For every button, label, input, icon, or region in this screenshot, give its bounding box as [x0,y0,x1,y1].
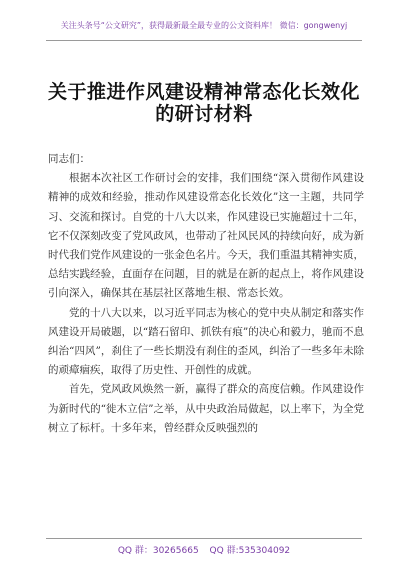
title-line-1: 关于推进作风建设精神常态化长效化 [47,81,360,103]
header-banner: 关注头条号“公文研究”，获得最新最全最专业的公文资料库！ 微信：gongwenyj [60,21,348,30]
title-line-2: 的研讨材料 [155,103,253,125]
footer [0,543,408,556]
document-title [0,81,408,125]
footer-divider [46,538,362,539]
header-divider [46,40,362,41]
paragraph-2: 党的十八大以来，以习近平同志为核心的党中央从制定和落实作风建设开局破题，以“踏石留印、抓铁有痕”的决心和毅力，驰而不息纠治“四风”，刹住了一些长期没有刹住的歪风，纠治了一些多年未除的顽瘴痼疾，取得了历史性、开创性的成就。 [48,306,364,377]
greeting: 同志们： [48,153,90,165]
document-body [48,150,364,438]
footer-qq-group-2: QQ 群:535304092 [209,546,291,556]
footer-qq-group-1: QQ 群：30265665 [117,546,199,556]
paragraph-3: 首先，党风政风焕然一新，赢得了群众的高度信赖。作风建设作为新时代的“徙木立信”之举，从中央政治局做起，以上率下，为全党树立了标杆。十多年来，曾经群众反映强烈的 [48,383,364,434]
paragraph-1: 根据本次社区工作研讨会的安排，我们围绕“深入贯彻作风建设精神的成效和经验，推动作风建设常态化长效化”这一主题，共同学习、交流和探讨。自党的十八大以来，作风建设已实施超过十二年，它不仅深刻改变了党风政风，也带动了社风民风的持续向好，成为新时代我们党作风建设的一张金色名片。今天，我们重温其精神实质，总结实践经验，直面存在问题，目的就是在新的起点上，将作风建设引向深入，确保其在基层社区落地生根、常态长效。 [48,172,364,300]
